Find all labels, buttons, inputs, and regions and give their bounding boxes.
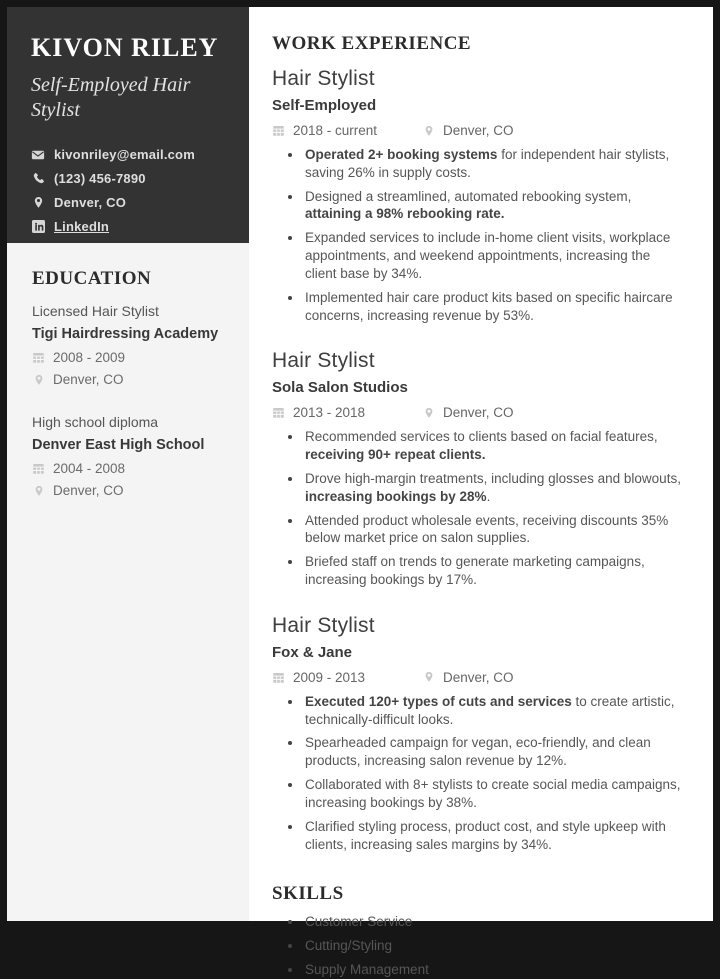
job-bullet [303, 470, 683, 506]
calendar-icon [272, 124, 285, 137]
job-meta-row [272, 123, 683, 138]
job-bullet-list [272, 428, 683, 589]
location-pin-icon [31, 196, 45, 209]
sidebar-header [7, 7, 249, 243]
job-location-group [422, 123, 514, 138]
contact-phone-text: (123) 456-7890 [54, 171, 146, 186]
contact-linkedin-text[interactable]: LinkedIn [54, 219, 110, 234]
bullet-text-segment: Collaborated with 8+ stylists to create social media campaigns, increasing bookings by 38%. [305, 777, 681, 810]
skills-heading: SKILLS [272, 883, 344, 905]
linkedin-icon [31, 220, 45, 233]
job-meta-row [272, 405, 683, 420]
job-location: Denver, CO [443, 123, 514, 138]
job-meta-row [272, 670, 683, 685]
person-title: Self-Employed Hair Stylist [31, 74, 191, 121]
job-title: Hair Stylist [272, 613, 375, 637]
job-bullet [303, 553, 683, 589]
skill-item: • Cutting/Styling [303, 937, 683, 955]
job-location-group [422, 670, 514, 685]
education-school: Denver East High School [32, 437, 205, 453]
bullet-text-segment: . [486, 488, 491, 504]
calendar-icon [272, 406, 285, 419]
job-dates-group [272, 123, 422, 138]
calendar-icon [32, 462, 45, 475]
contact-email-text: kivonriley@email.com [54, 147, 195, 162]
job-location: Denver, CO [443, 669, 514, 685]
bullet-text-segment: receiving 90+ repeat clients. [305, 447, 486, 463]
job-dates-group [272, 405, 422, 420]
phone-icon [31, 172, 45, 185]
job-title: Hair Stylist [272, 67, 375, 90]
job-bullet [303, 188, 683, 224]
bullet-text-segment: Drove high-margin treatments, including glosses and blowouts, [305, 470, 681, 486]
left-column [7, 7, 249, 921]
bullet-text-segment: Designed a streamlined, automated rebooking system, [305, 188, 632, 204]
bullet-text-segment: Implemented hair care product kits based on specific haircare concerns, increasing revenue by 53%. [305, 289, 673, 323]
location-pin-icon [422, 671, 435, 683]
education-location-row [32, 483, 231, 498]
job-bullet-list [272, 146, 683, 324]
calendar-icon [272, 671, 285, 684]
contact-list [31, 147, 227, 234]
job-company: Fox & Jane [272, 643, 353, 661]
job-bullet [303, 512, 683, 548]
skills-section [272, 883, 683, 978]
location-pin-icon [32, 374, 45, 386]
contact-phone [31, 171, 227, 186]
skills-list [272, 913, 683, 978]
education-school: Tigi Hairdressing Academy [32, 326, 219, 342]
education-dates: 2008 - 2009 [53, 350, 126, 365]
bullet-segments [305, 471, 681, 504]
education-degree: Licensed Hair Stylist [32, 303, 159, 319]
job-list [272, 67, 683, 853]
job-bullet [303, 146, 683, 182]
education-entry [32, 414, 231, 498]
job-dates: 2013 - 2018 [293, 405, 366, 421]
bullet-segments [305, 147, 669, 180]
education-location: Denver, CO [53, 372, 124, 387]
location-pin-icon [422, 125, 435, 137]
job-bullet [303, 734, 683, 770]
contact-location-text: Denver, CO [54, 195, 127, 210]
envelope-icon [31, 148, 45, 162]
education-location-row [32, 372, 231, 387]
job-bullet [303, 776, 683, 812]
job-bullet [303, 229, 683, 282]
bullet-text-segment: Operated 2+ booking systems [305, 147, 498, 162]
education-dates-row [32, 350, 231, 365]
bullet-segments [305, 554, 645, 587]
job-dates: 2009 - 2013 [293, 669, 366, 685]
bullet-text-segment: increasing bookings by 28% [305, 488, 487, 504]
bullet-text-segment: Spearheaded campaign for vegan, eco-friendly, and clean products, increasing salon revenue by 12%. [305, 735, 651, 769]
job-bullet [303, 818, 683, 854]
job-title: Hair Stylist [272, 349, 375, 373]
bullet-segments [305, 189, 631, 222]
job-entry [272, 614, 683, 854]
bullet-text-segment: to create artistic, technically-difficult looks. [305, 693, 675, 727]
skill-item: • Supply Management [303, 961, 683, 979]
job-dates-group [272, 670, 422, 685]
bullet-segments [305, 230, 670, 281]
bullet-text-segment: Clarified styling process, product cost, and style upkeep with clients, increasing sales margins by 34%. [305, 818, 666, 852]
location-pin-icon [422, 407, 435, 419]
education-entry [32, 303, 231, 387]
work-experience-heading: WORK EXPERIENCE [272, 33, 472, 54]
job-dates: 2018 - current [293, 123, 378, 138]
contact-linkedin[interactable] [31, 219, 227, 234]
bullet-segments [305, 735, 651, 768]
education-heading: EDUCATION [32, 268, 152, 289]
bullet-segments [305, 777, 681, 810]
education-dates: 2004 - 2008 [53, 461, 126, 476]
job-location: Denver, CO [443, 405, 514, 421]
bullet-text-segment: attaining a 98% rebooking rate. [305, 206, 505, 222]
education-list [32, 303, 231, 498]
bullet-text-segment: Expanded services to include in-home client visits, workplace appointments, and weekend appointments, increasing the client base by 34%. [305, 230, 671, 281]
job-bullet-list [272, 693, 683, 854]
education-section [7, 243, 249, 498]
education-dates-row [32, 461, 231, 476]
education-degree: High school diploma [32, 414, 159, 430]
bullet-text-segment: for independent hair stylists, saving 26% in supply costs. [305, 147, 670, 180]
education-location: Denver, CO [53, 483, 124, 498]
bullet-text-segment: Briefed staff on trends to generate marketing campaigns, increasing bookings by 17%. [305, 554, 645, 587]
bullet-text-segment: Executed 120+ types of cuts and services [305, 693, 572, 709]
bullet-segments [305, 819, 666, 852]
bullet-segments [305, 513, 668, 546]
bullet-segments [305, 290, 673, 323]
job-entry [272, 349, 683, 589]
job-bullet [303, 428, 683, 464]
job-entry [272, 67, 683, 324]
skill-item: • Customer Service [303, 913, 683, 931]
job-location-group [422, 405, 514, 420]
bullet-text-segment: Recommended services to clients based on facial features, [305, 429, 658, 445]
bullet-segments [305, 694, 675, 727]
person-name: KIVON RILEY [31, 33, 219, 62]
job-bullet [303, 289, 683, 325]
bullet-text-segment: Attended product wholesale events, receiving discounts 35% below market price on salon supplies. [305, 512, 669, 546]
job-bullet [303, 693, 683, 729]
main-column [249, 7, 713, 977]
contact-location [31, 195, 227, 210]
contact-email [31, 147, 227, 162]
location-pin-icon [32, 485, 45, 497]
bullet-segments [305, 429, 658, 462]
job-company: Sola Salon Studios [272, 379, 408, 397]
job-company: Self-Employed [272, 97, 377, 114]
calendar-icon [32, 351, 45, 364]
